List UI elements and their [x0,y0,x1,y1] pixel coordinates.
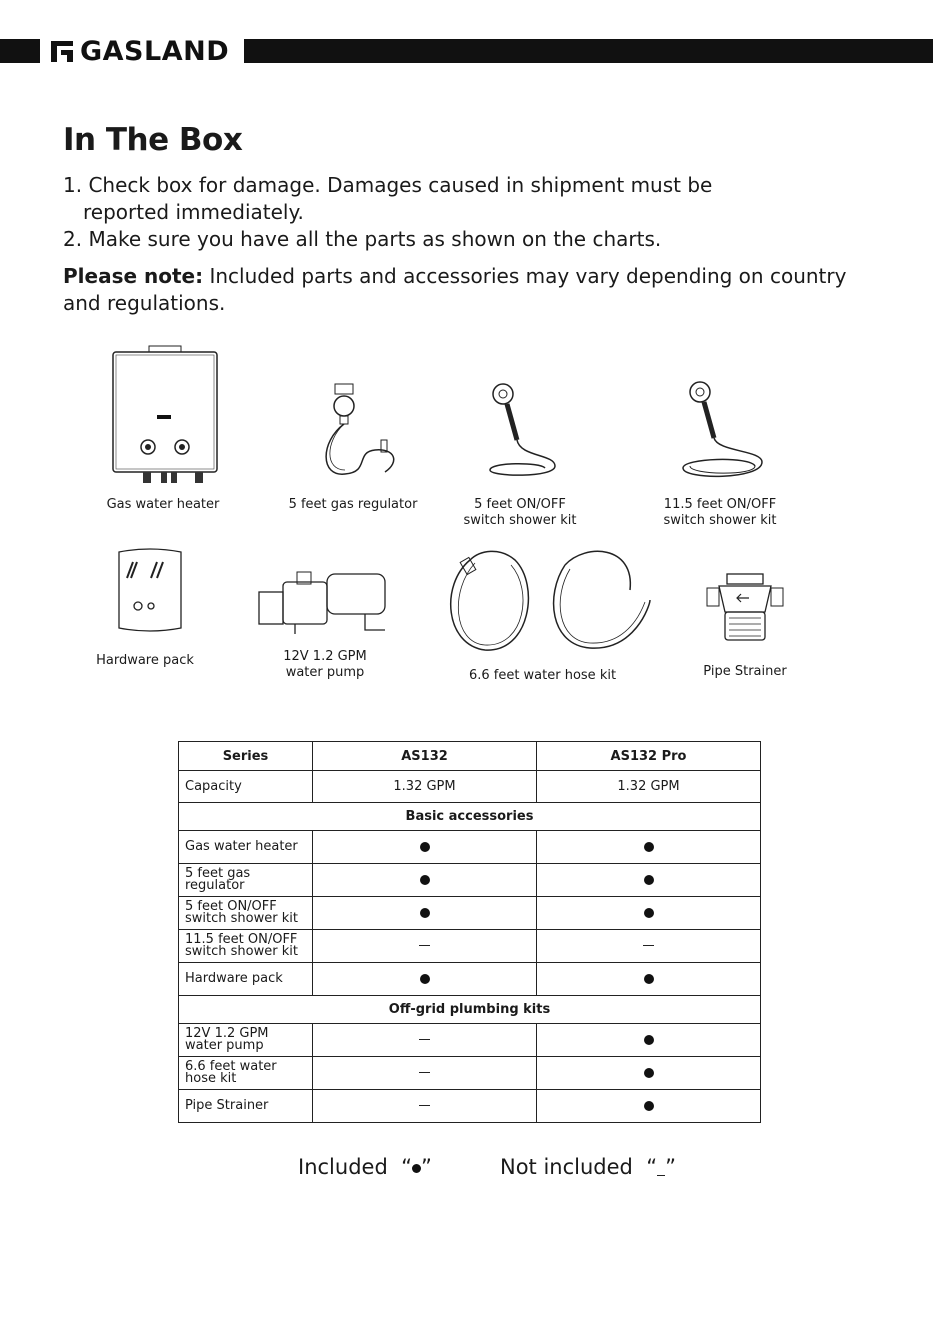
as132-pro-cell [537,831,761,864]
included-dot-icon [420,842,430,852]
header-as132-pro: AS132 Pro [537,742,761,771]
row-label-line: 12V 1.2 GPM [185,1026,269,1041]
note-text: Included parts and accessories may vary depending on country and regulations. [63,264,847,315]
row-label [179,1090,313,1123]
as132-cell [313,831,537,864]
table-row [179,864,761,897]
caption-line: switch shower kit [463,513,577,528]
accessories-table [178,741,761,1123]
included-dot-icon [644,908,654,918]
legend-quote: ” [665,1155,677,1179]
included-dot-icon [420,974,430,984]
caption-shower-kit-5ft [450,497,590,529]
included-dot-icon [644,875,654,885]
caption-shower-kit-11ft [650,497,790,529]
capacity-label: Capacity [179,771,313,803]
included-dot-icon [644,974,654,984]
row-label-line: switch shower kit [185,911,298,926]
off-grid-rows [179,1024,761,1123]
as132-cell [313,1090,537,1123]
row-label-line: Hardware pack [185,971,283,986]
as132-cell [313,897,537,930]
legend-quote: ” [421,1155,432,1179]
water-hose-kit-image [445,545,660,655]
pipe-strainer-image [705,572,785,644]
header-band-right [244,39,933,63]
as132-pro-cell [537,1024,761,1057]
note-label: Please note: [63,264,204,288]
shower-kit-11ft-image [680,380,770,485]
caption-gas-water-heater [93,497,233,513]
row-label-line: hose kit [185,1071,237,1086]
as132-pro-cell [537,1090,761,1123]
included-dot-icon [412,1164,421,1173]
not-included-dash-icon [419,1039,430,1040]
included-dot-icon [644,1101,654,1111]
table-row-capacity [179,771,761,803]
row-label-line: regulator [185,878,245,893]
caption-water-hose-kit [460,668,625,684]
shower-kit-5ft-image [485,382,565,482]
not-included-dash-icon [643,945,654,946]
table-section-row [179,803,761,831]
not-included-dash-icon [419,1072,430,1073]
caption-line: 5 feet gas regulator [288,497,418,512]
instruction-step-2: 2. Make sure you have all the parts as shown on the charts. [63,227,662,251]
as132-cell [313,963,537,996]
header-as132: AS132 [313,742,537,771]
gas-regulator-image [315,382,405,487]
legend-included [298,1155,432,1179]
not-included-dash-icon [419,1105,430,1106]
as132-pro-cell [537,897,761,930]
instruction-list [63,172,863,253]
row-label-line: 11.5 feet ON/OFF [185,932,298,947]
please-note [63,263,863,317]
header-band-left [0,39,40,63]
included-dot-icon [420,908,430,918]
table-row [179,963,761,996]
legend-quote: “ [646,1155,658,1179]
table-section-row [179,996,761,1024]
table-row [179,1090,761,1123]
row-label [179,897,313,930]
not-included-dash-icon [657,1175,665,1176]
legend-quote: “ [401,1155,413,1179]
table-row [179,930,761,963]
caption-line: 12V 1.2 GPM [283,649,367,664]
gas-water-heater-image [105,345,225,485]
row-label-line: 5 feet ON/OFF [185,899,277,914]
table-row [179,897,761,930]
table-header-row [179,742,761,771]
table-row [179,1057,761,1090]
row-label-line: 5 feet gas [185,866,251,881]
included-dot-icon [644,1035,654,1045]
included-dot-icon [644,1068,654,1078]
row-label [179,864,313,897]
as132-pro-cell [537,963,761,996]
row-label-line: Pipe Strainer [185,1098,269,1113]
gasland-logo-icon [50,39,74,63]
basic-accessories-rows [179,831,761,996]
included-dot-icon [644,842,654,852]
as132-pro-cell [537,864,761,897]
row-label [179,1024,313,1057]
page-title: In The Box [63,122,243,158]
capacity-as132: 1.32 GPM [313,771,537,803]
caption-gas-regulator [278,497,428,513]
row-label-line: Gas water heater [185,839,298,854]
caption-line: 6.6 feet water hose kit [468,668,617,683]
instruction-step-1-cont: reported immediately. [83,200,304,224]
header-series: Series [179,742,313,771]
legend-not-included [500,1155,676,1179]
instruction-step-1: 1. Check box for damage. Damages caused in shipment must be [63,173,713,197]
row-label [179,963,313,996]
caption-line: Pipe Strainer [703,664,787,679]
not-included-dash-icon [419,945,430,946]
brand-logo [50,34,229,68]
water-pump-image [255,562,395,637]
table-row [179,831,761,864]
as132-pro-cell [537,930,761,963]
caption-line: Gas water heater [106,497,220,512]
table-row [179,1024,761,1057]
caption-line: 11.5 feet ON/OFF [663,497,777,512]
row-label-line: switch shower kit [185,944,298,959]
hardware-pack-image [115,548,185,633]
row-label-line: 6.6 feet water [185,1059,277,1074]
caption-line: 5 feet ON/OFF [474,497,566,512]
legend-not-included-label: Not included [500,1155,633,1179]
as132-cell [313,930,537,963]
section-basic-accessories: Basic accessories [179,803,761,831]
legend-included-label: Included [298,1155,388,1179]
row-label [179,1057,313,1090]
caption-water-pump [270,649,380,681]
as132-pro-cell [537,1057,761,1090]
as132-cell [313,1024,537,1057]
section-off-grid-kits: Off-grid plumbing kits [179,996,761,1024]
caption-pipe-strainer [690,664,800,680]
as132-cell [313,864,537,897]
caption-line: switch shower kit [663,513,777,528]
included-dot-icon [420,875,430,885]
row-label [179,831,313,864]
row-label [179,930,313,963]
brand-name: GASLAND [80,35,230,67]
caption-line: water pump [285,665,365,680]
row-label-line: water pump [185,1038,264,1053]
caption-line: Hardware pack [96,653,194,668]
caption-hardware-pack [85,653,205,669]
as132-cell [313,1057,537,1090]
capacity-pro: 1.32 GPM [537,771,761,803]
